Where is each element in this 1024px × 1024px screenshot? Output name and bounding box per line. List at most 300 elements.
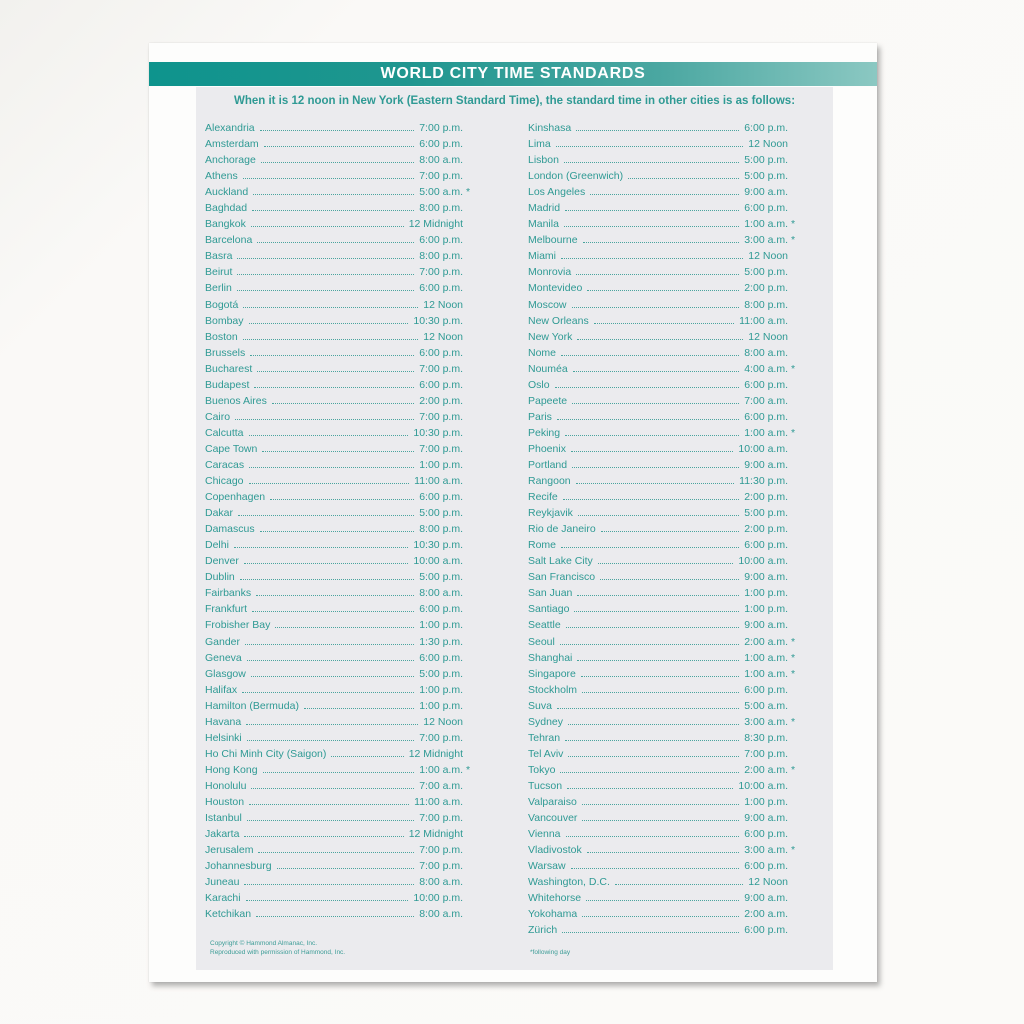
dot-leader xyxy=(249,457,414,468)
city-name: Budapest xyxy=(205,378,250,391)
next-day-marker xyxy=(463,874,473,890)
next-day-marker xyxy=(463,377,473,393)
dot-leader xyxy=(244,553,409,564)
table-row xyxy=(205,120,473,136)
table-row xyxy=(528,666,798,682)
next-day-marker xyxy=(463,425,473,441)
next-day-marker xyxy=(788,377,798,393)
city-name: Rangoon xyxy=(528,475,571,488)
city-name: Yokohama xyxy=(528,908,578,921)
next-day-marker: * xyxy=(791,362,796,375)
city-time: 12 Noon xyxy=(423,330,463,343)
city-name: Washington, D.C. xyxy=(528,876,610,889)
table-row xyxy=(528,505,798,521)
city-name: Kinshasa xyxy=(528,122,572,134)
city-name: Berlin xyxy=(205,282,232,295)
next-day-marker xyxy=(788,906,798,922)
city-name: Halifax xyxy=(205,683,238,696)
city-name: Tehran xyxy=(528,731,561,744)
next-day-marker xyxy=(463,682,473,698)
table-row xyxy=(528,377,798,393)
next-day-marker xyxy=(788,248,798,264)
table-row xyxy=(205,473,473,489)
next-day-marker: * xyxy=(791,844,796,857)
table-row xyxy=(528,553,798,569)
city-time: 3:00 a.m. xyxy=(744,234,788,247)
city-time: 5:00 p.m. xyxy=(744,154,788,167)
city-time: 10:00 p.m. xyxy=(413,892,463,905)
next-day-marker xyxy=(463,842,473,858)
table-row xyxy=(205,746,473,762)
table-row xyxy=(205,280,473,296)
city-time: 1:00 a.m. xyxy=(744,667,788,680)
dot-leader xyxy=(243,168,415,179)
table-row xyxy=(205,858,473,874)
dot-leader xyxy=(245,634,414,645)
next-day-marker xyxy=(788,264,798,280)
table-row xyxy=(205,778,473,794)
table-row xyxy=(528,489,798,505)
table-row xyxy=(528,216,798,232)
next-day-marker xyxy=(463,136,473,152)
city-name: Dublin xyxy=(205,571,235,584)
dot-leader xyxy=(561,537,739,548)
city-name: Miami xyxy=(528,250,556,263)
city-time: 12 Midnight xyxy=(408,828,463,841)
city-name: New Orleans xyxy=(528,314,589,327)
city-name: Gander xyxy=(205,635,241,648)
city-time: 8:00 a.m. xyxy=(419,876,463,889)
dot-leader xyxy=(576,473,735,484)
city-name: Barcelona xyxy=(205,234,253,247)
next-day-marker xyxy=(788,168,798,184)
next-day-marker: * xyxy=(791,667,796,680)
table-row xyxy=(528,473,798,489)
dot-leader xyxy=(567,778,733,789)
table-row xyxy=(528,248,798,264)
city-time: 8:00 a.m. xyxy=(419,154,463,167)
table-row xyxy=(205,634,473,650)
city-time: 3:00 a.m. xyxy=(744,844,788,857)
dot-leader xyxy=(594,313,734,324)
table-row xyxy=(528,569,798,585)
dot-leader xyxy=(555,377,740,388)
dot-leader xyxy=(254,377,414,388)
dot-leader xyxy=(260,120,415,131)
city-time: 8:00 p.m. xyxy=(419,523,463,536)
dot-leader xyxy=(234,537,408,548)
city-time: 6:00 p.m. xyxy=(744,378,788,391)
dot-leader xyxy=(242,682,414,693)
next-day-marker xyxy=(788,810,798,826)
city-time: 11:00 a.m. xyxy=(414,795,463,808)
city-name: Fairbanks xyxy=(205,587,252,600)
next-day-marker xyxy=(463,152,473,168)
dot-leader xyxy=(577,329,743,340)
city-time: 5:00 p.m. xyxy=(744,170,788,183)
city-time: 8:00 p.m. xyxy=(744,298,788,311)
city-name: Shanghai xyxy=(528,651,573,664)
next-day-marker xyxy=(463,297,473,313)
dot-leader xyxy=(615,874,743,885)
city-name: Havana xyxy=(205,715,242,728)
city-name: Singapore xyxy=(528,667,576,680)
city-time: 9:00 a.m. xyxy=(744,892,788,905)
table-row xyxy=(205,890,473,906)
next-day-marker xyxy=(463,634,473,650)
city-time: 9:00 a.m. xyxy=(744,812,788,825)
table-row xyxy=(205,505,473,521)
table-row xyxy=(528,601,798,617)
city-name: Peking xyxy=(528,426,561,439)
city-time: 5:00 p.m. xyxy=(744,266,788,279)
dot-leader xyxy=(240,569,414,580)
city-time: 7:00 p.m. xyxy=(419,170,463,183)
table-row xyxy=(205,714,473,730)
city-time: 7:00 p.m. xyxy=(419,410,463,423)
next-day-marker xyxy=(788,922,798,938)
dot-leader xyxy=(249,794,409,805)
next-day-marker xyxy=(788,874,798,890)
dot-leader xyxy=(568,746,739,757)
city-time: 7:00 a.m. xyxy=(744,394,788,407)
city-name: Sydney xyxy=(528,715,564,728)
next-day-marker xyxy=(463,473,473,489)
city-time: 6:00 p.m. xyxy=(419,234,463,247)
city-time: 7:00 p.m. xyxy=(744,747,788,760)
next-day-marker xyxy=(463,810,473,826)
dot-leader xyxy=(574,601,739,612)
dot-leader xyxy=(257,232,414,243)
dot-leader xyxy=(304,698,414,709)
city-name: Recife xyxy=(528,491,558,504)
dot-leader xyxy=(598,553,734,564)
city-time: 6:00 p.m. xyxy=(744,924,788,937)
next-day-marker xyxy=(463,264,473,280)
city-name: Bucharest xyxy=(205,362,253,375)
table-row xyxy=(528,682,798,698)
city-name: Denver xyxy=(205,555,239,568)
city-name: Chicago xyxy=(205,475,244,488)
next-day-marker xyxy=(788,617,798,633)
next-day-marker xyxy=(463,361,473,377)
next-day-marker xyxy=(463,858,473,874)
city-name: Frobisher Bay xyxy=(205,619,271,632)
city-time: 9:00 a.m. xyxy=(744,458,788,471)
next-day-marker xyxy=(463,441,473,457)
table-row xyxy=(205,826,473,842)
table-row xyxy=(528,168,798,184)
city-name: Portland xyxy=(528,458,568,471)
next-day-marker xyxy=(463,826,473,842)
table-row xyxy=(205,248,473,264)
title-banner xyxy=(149,62,877,86)
table-row xyxy=(528,890,798,906)
table-row xyxy=(528,634,798,650)
dot-leader xyxy=(257,361,414,372)
table-row xyxy=(205,489,473,505)
dot-leader xyxy=(572,457,739,468)
dot-leader xyxy=(565,200,739,211)
table-row xyxy=(528,152,798,168)
next-day-marker xyxy=(463,906,473,922)
table-row xyxy=(528,232,798,248)
next-day-marker: * xyxy=(791,651,796,664)
next-day-marker xyxy=(463,200,473,216)
table-row xyxy=(205,361,473,377)
city-name: San Francisco xyxy=(528,571,596,584)
city-name: Seattle xyxy=(528,619,561,632)
dot-leader xyxy=(249,313,409,324)
dot-leader xyxy=(235,409,414,420)
city-time: 6:00 p.m. xyxy=(744,683,788,696)
city-name: Buenos Aires xyxy=(205,394,267,407)
city-time: 6:00 p.m. xyxy=(744,860,788,873)
table-row xyxy=(205,569,473,585)
table-row xyxy=(205,425,473,441)
table-row xyxy=(528,714,798,730)
next-day-marker xyxy=(463,280,473,296)
city-time: 1:00 p.m. xyxy=(744,603,788,616)
city-time: 6:00 p.m. xyxy=(419,491,463,504)
city-name: Bangkok xyxy=(205,218,246,231)
city-name: Ketchikan xyxy=(205,908,252,921)
page-title: WORLD CITY TIME STANDARDS xyxy=(380,65,646,82)
next-day-marker xyxy=(788,489,798,505)
copyright-line-2: Reproduced with permission of Hammond, Inc. xyxy=(210,949,346,956)
city-name: Moscow xyxy=(528,298,567,311)
dot-leader xyxy=(243,297,418,308)
city-name: Caracas xyxy=(205,458,245,471)
next-day-marker xyxy=(788,778,798,794)
city-name: Geneva xyxy=(205,651,242,664)
table-row xyxy=(205,441,473,457)
table-row xyxy=(528,297,798,313)
city-time: 12 Noon xyxy=(423,298,463,311)
city-name: Montevideo xyxy=(528,282,583,295)
city-name: Copenhagen xyxy=(205,491,266,504)
next-day-marker xyxy=(788,409,798,425)
dot-leader xyxy=(247,730,414,741)
table-row xyxy=(528,585,798,601)
table-row xyxy=(205,264,473,280)
dot-leader xyxy=(564,152,739,163)
table-row xyxy=(528,874,798,890)
next-day-marker xyxy=(463,248,473,264)
city-time: 6:00 p.m. xyxy=(419,378,463,391)
city-time: 10:30 p.m. xyxy=(413,314,463,327)
table-row xyxy=(205,297,473,313)
next-day-marker xyxy=(463,601,473,617)
next-day-marker xyxy=(788,152,798,168)
table-row xyxy=(528,409,798,425)
city-name: Monrovia xyxy=(528,266,572,279)
table-row xyxy=(528,794,798,810)
next-day-marker xyxy=(788,585,798,601)
table-row xyxy=(528,521,798,537)
city-name: Santiago xyxy=(528,603,570,616)
city-name: Tokyo xyxy=(528,763,556,776)
next-day-marker xyxy=(788,794,798,810)
city-time: 2:00 a.m. xyxy=(744,908,788,921)
table-row xyxy=(528,200,798,216)
city-name: Cairo xyxy=(205,410,231,423)
city-time: 7:00 p.m. xyxy=(419,122,463,134)
next-day-marker: * xyxy=(791,715,796,728)
city-time: 6:00 p.m. xyxy=(419,603,463,616)
table-row xyxy=(528,457,798,473)
city-name: Whitehorse xyxy=(528,892,582,905)
city-time: 7:00 p.m. xyxy=(419,362,463,375)
city-time: 10:00 a.m. xyxy=(738,442,788,455)
city-time: 2:00 a.m. xyxy=(744,763,788,776)
table-row xyxy=(205,345,473,361)
city-name: Helsinki xyxy=(205,731,242,744)
next-day-marker xyxy=(463,794,473,810)
table-row xyxy=(205,842,473,858)
next-day-marker xyxy=(463,457,473,473)
city-name: Ho Chi Minh City (Saigon) xyxy=(205,747,327,760)
next-day-marker xyxy=(788,200,798,216)
table-row xyxy=(205,313,473,329)
next-day-marker xyxy=(463,553,473,569)
dot-leader xyxy=(577,585,739,596)
city-name: Valparaiso xyxy=(528,795,577,808)
city-name: Amsterdam xyxy=(205,138,259,151)
city-time: 1:00 p.m. xyxy=(419,699,463,712)
table-row xyxy=(205,617,473,633)
city-time: 1:30 p.m. xyxy=(419,635,463,648)
next-day-marker: * xyxy=(791,218,796,231)
city-name: Warsaw xyxy=(528,860,566,873)
copyright-line-1: Copyright © Hammond Almanac, Inc. xyxy=(210,940,318,947)
table-row xyxy=(528,136,798,152)
dot-leader xyxy=(246,714,418,725)
table-row xyxy=(205,152,473,168)
table-row xyxy=(205,393,473,409)
city-time: 5:00 p.m. xyxy=(419,507,463,520)
table-row xyxy=(528,280,798,296)
dot-leader xyxy=(247,810,414,821)
city-time: 7:00 p.m. xyxy=(419,812,463,825)
table-row xyxy=(528,730,798,746)
dot-leader xyxy=(260,521,415,532)
next-day-marker xyxy=(463,698,473,714)
city-name: Beirut xyxy=(205,266,233,279)
city-time: 7:00 p.m. xyxy=(419,731,463,744)
city-time: 6:00 p.m. xyxy=(744,122,788,134)
dot-leader xyxy=(262,441,414,452)
dot-leader xyxy=(556,136,744,147)
next-day-marker xyxy=(463,585,473,601)
dot-leader xyxy=(561,345,739,356)
dot-leader xyxy=(563,489,739,500)
city-name: Dakar xyxy=(205,507,234,520)
dot-leader xyxy=(237,280,414,291)
next-day-marker xyxy=(788,553,798,569)
city-name: Tel Aviv xyxy=(528,747,564,760)
dot-leader xyxy=(571,441,733,452)
city-time: 12 Noon xyxy=(748,330,788,343)
city-name: Hamilton (Bermuda) xyxy=(205,699,299,712)
city-name: Jakarta xyxy=(205,828,240,841)
city-name: Vienna xyxy=(528,828,561,841)
dot-leader xyxy=(571,858,740,869)
next-day-marker xyxy=(788,441,798,457)
next-day-marker xyxy=(788,345,798,361)
city-name: Lima xyxy=(528,138,551,151)
next-day-marker xyxy=(788,184,798,200)
dot-leader xyxy=(331,746,403,757)
dot-leader xyxy=(628,168,739,179)
dot-leader xyxy=(252,601,414,612)
table-row xyxy=(205,794,473,810)
dot-leader xyxy=(566,826,740,837)
next-day-marker xyxy=(788,521,798,537)
city-name: London (Greenwich) xyxy=(528,170,624,183)
dot-leader xyxy=(601,521,740,532)
table-row xyxy=(528,826,798,842)
city-time: 1:00 a.m. xyxy=(744,426,788,439)
next-day-marker xyxy=(463,746,473,762)
city-name: Rio de Janeiro xyxy=(528,523,596,536)
next-day-marker xyxy=(788,329,798,345)
city-time: 5:00 a.m. xyxy=(744,699,788,712)
city-name: Madrid xyxy=(528,202,561,215)
table-row xyxy=(205,666,473,682)
city-time: 1:00 p.m. xyxy=(419,458,463,471)
city-time: 12 Midnight xyxy=(408,218,463,231)
city-time: 10:00 a.m. xyxy=(738,779,788,792)
city-name: Brussels xyxy=(205,346,246,359)
table-row xyxy=(528,922,798,938)
next-day-marker xyxy=(788,858,798,874)
city-time: 12 Noon xyxy=(748,876,788,889)
city-time: 10:00 a.m. xyxy=(413,555,463,568)
time-table-panel xyxy=(196,87,833,970)
city-time: 2:00 p.m. xyxy=(744,491,788,504)
city-time: 12 Noon xyxy=(423,715,463,728)
next-day-marker xyxy=(788,890,798,906)
dot-leader xyxy=(587,280,739,291)
dot-leader xyxy=(590,184,739,195)
city-name: Cape Town xyxy=(205,442,258,455)
next-day-marker xyxy=(463,329,473,345)
table-row xyxy=(528,617,798,633)
city-name: Alexandria xyxy=(205,122,255,134)
next-day-marker xyxy=(463,168,473,184)
city-name: Reykjavik xyxy=(528,507,573,520)
city-name: New York xyxy=(528,330,573,343)
city-name: Baghdad xyxy=(205,202,248,215)
city-name: Bogotá xyxy=(205,298,239,311)
next-day-marker xyxy=(463,666,473,682)
table-row xyxy=(205,232,473,248)
city-time: 1:00 a.m. xyxy=(744,651,788,664)
next-day-marker xyxy=(463,650,473,666)
city-name: Calcutta xyxy=(205,426,244,439)
city-name: Bombay xyxy=(205,314,244,327)
dot-leader xyxy=(562,922,739,933)
city-time: 6:00 p.m. xyxy=(744,410,788,423)
city-time: 8:00 a.m. xyxy=(419,587,463,600)
table-row xyxy=(205,521,473,537)
next-day-marker xyxy=(463,778,473,794)
dot-leader xyxy=(572,393,739,404)
city-name: Nouméa xyxy=(528,362,568,375)
dot-leader xyxy=(587,842,740,853)
table-row xyxy=(528,184,798,200)
